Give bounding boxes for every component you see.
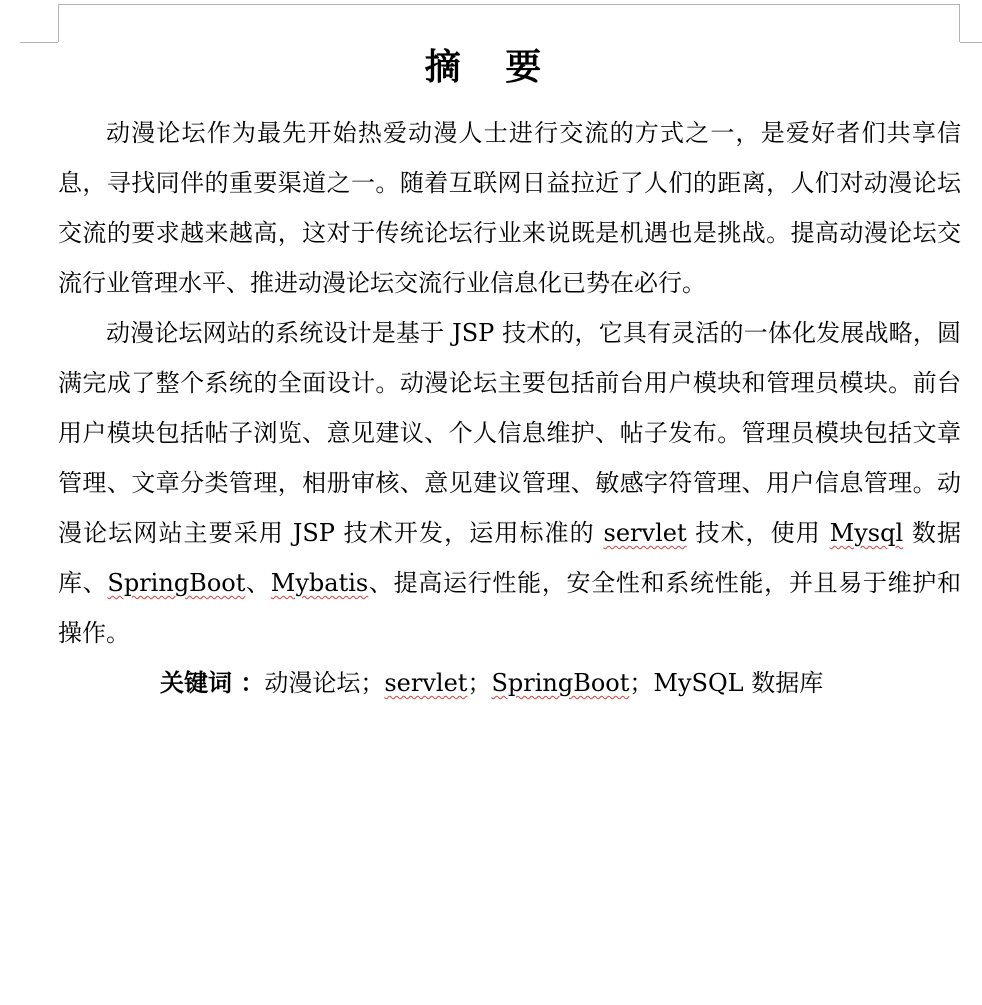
spellcheck-flagged-word[interactable]: servlet xyxy=(384,669,468,697)
text-run: 动漫论坛作为最先开始热爱动漫人士进行交流的方式之一，是爱好者们共享信息，寻找同伴的重要渠道之一。随着互联网日益拉近了人们的距离，人们对动漫论坛交流的要求越来越高，这对于传统论坛行业来说既是机遇也是挑战。提高动漫论坛交流行业管理水平、推进动漫论坛交流行业信息化已势在必行。 xyxy=(58,119,961,297)
text-run: ； xyxy=(467,669,492,697)
text-run: 技术，使用 xyxy=(686,519,830,547)
text-run: 、提高运行性能，安全性和系统性能，并且易于维护和操作。 xyxy=(58,569,962,647)
spellcheck-flagged-word[interactable]: Mybatis xyxy=(270,569,369,597)
crop-mark-top-left-vertical xyxy=(58,4,59,42)
crop-mark-top-right-vertical xyxy=(959,4,960,42)
abstract-title: 摘 要 xyxy=(424,46,558,88)
spellcheck-flagged-word[interactable]: servlet xyxy=(603,519,687,547)
text-run: 动漫论坛； xyxy=(264,669,385,697)
abstract-paragraph-2[interactable] xyxy=(58,308,961,658)
abstract-body[interactable] xyxy=(58,108,961,708)
abstract-paragraph-1[interactable] xyxy=(58,108,961,308)
text-run: ；MySQL 数据库 xyxy=(629,669,824,697)
text-run: 数据库、 xyxy=(58,519,961,597)
spellcheck-flagged-word[interactable]: Mysql xyxy=(829,519,904,547)
text-run: 、 xyxy=(245,569,271,597)
text-run: 动漫论坛网站的系统设计是基于 JSP 技术的，它具有灵活的一体化发展战略，圆满完成了整个系统的全面设计。动漫论坛主要包括前台用户模块和管理员模块。前台用户模块包括帖子浏览、意见建议、个人信息维护、帖子发布。管理员模块包括文章管理、文章分类管理，相册审核、意见建议管理、敏感字符管理、用户信息管理。动漫论坛网站主要采用 JSP 技术开发，运用标准的 xyxy=(58,319,961,547)
spellcheck-flagged-word[interactable]: SpringBoot xyxy=(491,669,630,697)
keywords-line[interactable] xyxy=(58,658,961,708)
keywords-label: 关键词 ： xyxy=(160,668,265,697)
spellcheck-flagged-word[interactable]: SpringBoot xyxy=(107,569,246,597)
page-top-edge xyxy=(58,4,959,5)
